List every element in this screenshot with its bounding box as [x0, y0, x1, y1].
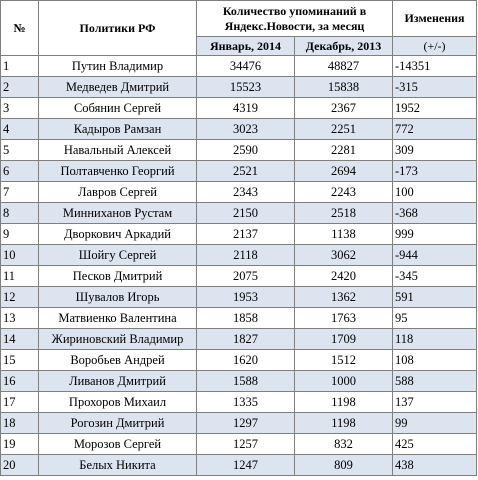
mentions-change: 95 [393, 308, 477, 329]
december-mentions: 1763 [295, 308, 393, 329]
row-number: 3 [1, 98, 39, 119]
politician-name: Песков Дмитрий [39, 266, 197, 287]
december-mentions: 1000 [295, 371, 393, 392]
mentions-change: -173 [393, 161, 477, 182]
header-number: № [1, 1, 39, 56]
row-number: 8 [1, 203, 39, 224]
mentions-change: 588 [393, 371, 477, 392]
mentions-change: 1952 [393, 98, 477, 119]
politician-name: Жириновский Владимир [39, 329, 197, 350]
january-mentions: 1588 [197, 371, 295, 392]
january-mentions: 34476 [197, 56, 295, 77]
january-mentions: 2118 [197, 245, 295, 266]
politician-name: Собянин Сергей [39, 98, 197, 119]
mentions-change: -14351 [393, 56, 477, 77]
january-mentions: 15523 [197, 77, 295, 98]
header-december-2013: Декабрь, 2013 [295, 37, 393, 56]
row-number: 1 [1, 56, 39, 77]
politician-name: Морозов Сергей [39, 434, 197, 455]
mentions-change: -315 [393, 77, 477, 98]
table-row [1, 77, 477, 98]
row-number: 5 [1, 140, 39, 161]
table-row [1, 203, 477, 224]
table-body [1, 56, 477, 476]
january-mentions: 1953 [197, 287, 295, 308]
mentions-change: 99 [393, 413, 477, 434]
mentions-change: 309 [393, 140, 477, 161]
row-number: 19 [1, 434, 39, 455]
row-number: 9 [1, 224, 39, 245]
table-row [1, 266, 477, 287]
january-mentions: 1247 [197, 455, 295, 476]
december-mentions: 832 [295, 434, 393, 455]
december-mentions: 1362 [295, 287, 393, 308]
january-mentions: 1620 [197, 350, 295, 371]
table-row [1, 287, 477, 308]
table-row [1, 350, 477, 371]
politician-name: Полтавченко Георгий [39, 161, 197, 182]
december-mentions: 2243 [295, 182, 393, 203]
january-mentions: 2137 [197, 224, 295, 245]
january-mentions: 2343 [197, 182, 295, 203]
politician-name: Навальный Алексей [39, 140, 197, 161]
mentions-change: 137 [393, 392, 477, 413]
row-number: 12 [1, 287, 39, 308]
row-number: 7 [1, 182, 39, 203]
january-mentions: 1297 [197, 413, 295, 434]
table-row [1, 329, 477, 350]
politician-name: Кадыров Рамзан [39, 119, 197, 140]
december-mentions: 15838 [295, 77, 393, 98]
mentions-change: 438 [393, 455, 477, 476]
december-mentions: 1198 [295, 413, 393, 434]
row-number: 4 [1, 119, 39, 140]
january-mentions: 2150 [197, 203, 295, 224]
january-mentions: 4319 [197, 98, 295, 119]
politician-name: Шойгу Сергей [39, 245, 197, 266]
january-mentions: 2521 [197, 161, 295, 182]
table-row [1, 245, 477, 266]
table-row [1, 308, 477, 329]
header-politicians: Политики РФ [39, 1, 197, 56]
december-mentions: 2367 [295, 98, 393, 119]
january-mentions: 2075 [197, 266, 295, 287]
december-mentions: 1198 [295, 392, 393, 413]
table-row [1, 392, 477, 413]
december-mentions: 2251 [295, 119, 393, 140]
row-number: 6 [1, 161, 39, 182]
row-number: 16 [1, 371, 39, 392]
header-mentions [197, 1, 393, 37]
december-mentions: 2518 [295, 203, 393, 224]
mentions-change: 118 [393, 329, 477, 350]
row-number: 18 [1, 413, 39, 434]
row-number: 15 [1, 350, 39, 371]
politician-name: Белых Никита [39, 455, 197, 476]
mentions-change: 100 [393, 182, 477, 203]
politician-name: Путин Владимир [39, 56, 197, 77]
row-number: 10 [1, 245, 39, 266]
mentions-change: 999 [393, 224, 477, 245]
table-row [1, 140, 477, 161]
politician-name: Дворкович Аркадий [39, 224, 197, 245]
table-row [1, 371, 477, 392]
row-number: 11 [1, 266, 39, 287]
politician-name: Медведев Дмитрий [39, 77, 197, 98]
table-row [1, 413, 477, 434]
december-mentions: 1512 [295, 350, 393, 371]
january-mentions: 3023 [197, 119, 295, 140]
december-mentions: 48827 [295, 56, 393, 77]
mentions-change: 591 [393, 287, 477, 308]
january-mentions: 1858 [197, 308, 295, 329]
table-row [1, 119, 477, 140]
january-mentions: 1827 [197, 329, 295, 350]
december-mentions: 2281 [295, 140, 393, 161]
politician-name: Матвиенко Валентина [39, 308, 197, 329]
table-row [1, 161, 477, 182]
politician-name: Минниханов Рустам [39, 203, 197, 224]
january-mentions: 1335 [197, 392, 295, 413]
december-mentions: 1709 [295, 329, 393, 350]
january-mentions: 2590 [197, 140, 295, 161]
mentions-change: 772 [393, 119, 477, 140]
politician-name: Воробьев Андрей [39, 350, 197, 371]
december-mentions: 1138 [295, 224, 393, 245]
table-row [1, 224, 477, 245]
mentions-change: -368 [393, 203, 477, 224]
header-january-2014: Январь, 2014 [197, 37, 295, 56]
december-mentions: 2694 [295, 161, 393, 182]
mentions-change: -345 [393, 266, 477, 287]
mentions-change: 108 [393, 350, 477, 371]
january-mentions: 1257 [197, 434, 295, 455]
header-change-sign: (+/-) [393, 37, 477, 56]
header-change: Изменения [393, 1, 477, 37]
row-number: 17 [1, 392, 39, 413]
politician-name: Ливанов Дмитрий [39, 371, 197, 392]
row-number: 2 [1, 77, 39, 98]
december-mentions: 3062 [295, 245, 393, 266]
table-row [1, 182, 477, 203]
row-number: 13 [1, 308, 39, 329]
mentions-change: 425 [393, 434, 477, 455]
politician-name: Лавров Сергей [39, 182, 197, 203]
december-mentions: 2420 [295, 266, 393, 287]
mentions-change: -944 [393, 245, 477, 266]
politician-name: Шувалов Игорь [39, 287, 197, 308]
row-number: 14 [1, 329, 39, 350]
december-mentions: 809 [295, 455, 393, 476]
politician-name: Прохоров Михаил [39, 392, 197, 413]
row-number: 20 [1, 455, 39, 476]
politician-name: Рогозин Дмитрий [39, 413, 197, 434]
header-mentions-line1: Количество упоминаний в [222, 3, 367, 18]
header-mentions-line2: Яндекс.Новости, за месяц [224, 18, 365, 33]
table-row [1, 434, 477, 455]
table-row [1, 455, 477, 476]
table-row [1, 98, 477, 119]
table-row [1, 56, 477, 77]
